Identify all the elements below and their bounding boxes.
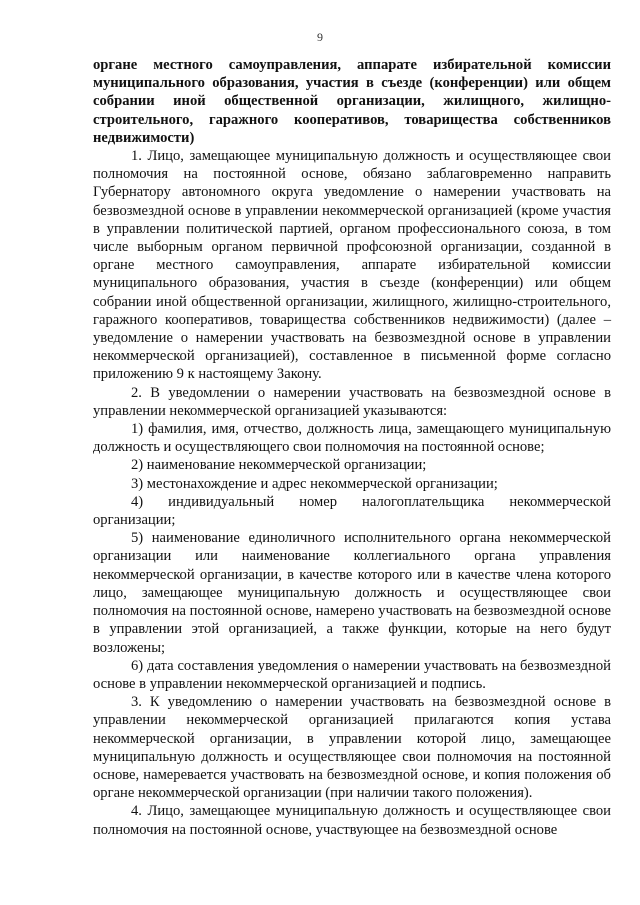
list-item-3: 3) местонахождение и адрес некоммерческой организации;	[131, 475, 498, 492]
section-heading-continuation: органе местного самоуправления, аппарате избирательной комиссии муниципального образования, участия в съезде (конференции) или общем собрании иной общественной организации, жилищного, жилищно-строительного, гаражного кооперативов, товарищества собственников недвижимости)	[93, 57, 611, 146]
paragraph-3: 3. К уведомлению о намерении участвовать на безвозмездной основе в управлении некоммерческой организацией прилагаются копия устава некоммерческой организации, в управлении которой лицо, замещающее муниципальную должность и осуществляющее свои полномочия на постоянной основе, намеревается участвовать на безвозмездной основе, и копия положения об органе некоммерческой организации (при наличии такого положения).	[93, 694, 611, 802]
list-item-5: 5) наименование единоличного исполнительного органа некоммерческой организации или наименование коллегиального органа управления некоммерческой организации, в качестве которого или в качестве члена которого лицо, замещающее муниципальную должность и осуществляющее свои полномочия на постоянной основе, намерено участвовать на безвозмездной основе в управлении этой организацией, а также функции, которые на него будут возложены;	[93, 530, 611, 656]
document-body	[93, 56, 611, 839]
list-item-6: 6) дата составления уведомления о намерении участвовать на безвозмездной основе в управлении некоммерческой организацией и подпись.	[93, 657, 611, 692]
list-item-4: 4) индивидуальный номер налогоплательщика некоммерческой организации;	[93, 493, 611, 529]
list-item-2: 2) наименование некоммерческой организации;	[131, 457, 427, 474]
page-number: 9	[317, 30, 323, 44]
paragraph-1: 1. Лицо, замещающее муниципальную должность и осуществляющее свои полномочия на постоянной основе, обязано заблаговременно направить Губернатору автономного округа уведомление о намерении участвовать на безвозмездной основе в управлении некоммерческой организацией (кроме участия в управлении политической партией, органом профессионального союза, в том числе выборным органом первичной профсоюзной организации, созданной в органе местного самоуправления, аппарате избирательной комиссии муниципального образования, участия в съезде (конференции) или общем собрании иной общественной организации, жилищного, жилищно-строительного, гаражного кооперативов, товарищества собственников недвижимости) (далее – уведомление о намерении участвовать на безвозмездной основе в управлении некоммерческой организацией), составленное в письменной форме согласно приложению 9 к настоящему Закону.	[93, 148, 611, 383]
paragraph-4: 4. Лицо, замещающее муниципальную должность и осуществляющее свои полномочия на постоянной основе, участвующее на безвозмездной основе	[93, 803, 611, 838]
paragraph-2: 2. В уведомлении о намерении участвовать на безвозмездной основе в управлении некоммерческой организацией указываются:	[93, 384, 611, 419]
list-item-1: 1) фамилия, имя, отчество, должность лица, замещающего муниципальную должность и осуществляющего свои полномочия на постоянной основе;	[93, 421, 611, 456]
